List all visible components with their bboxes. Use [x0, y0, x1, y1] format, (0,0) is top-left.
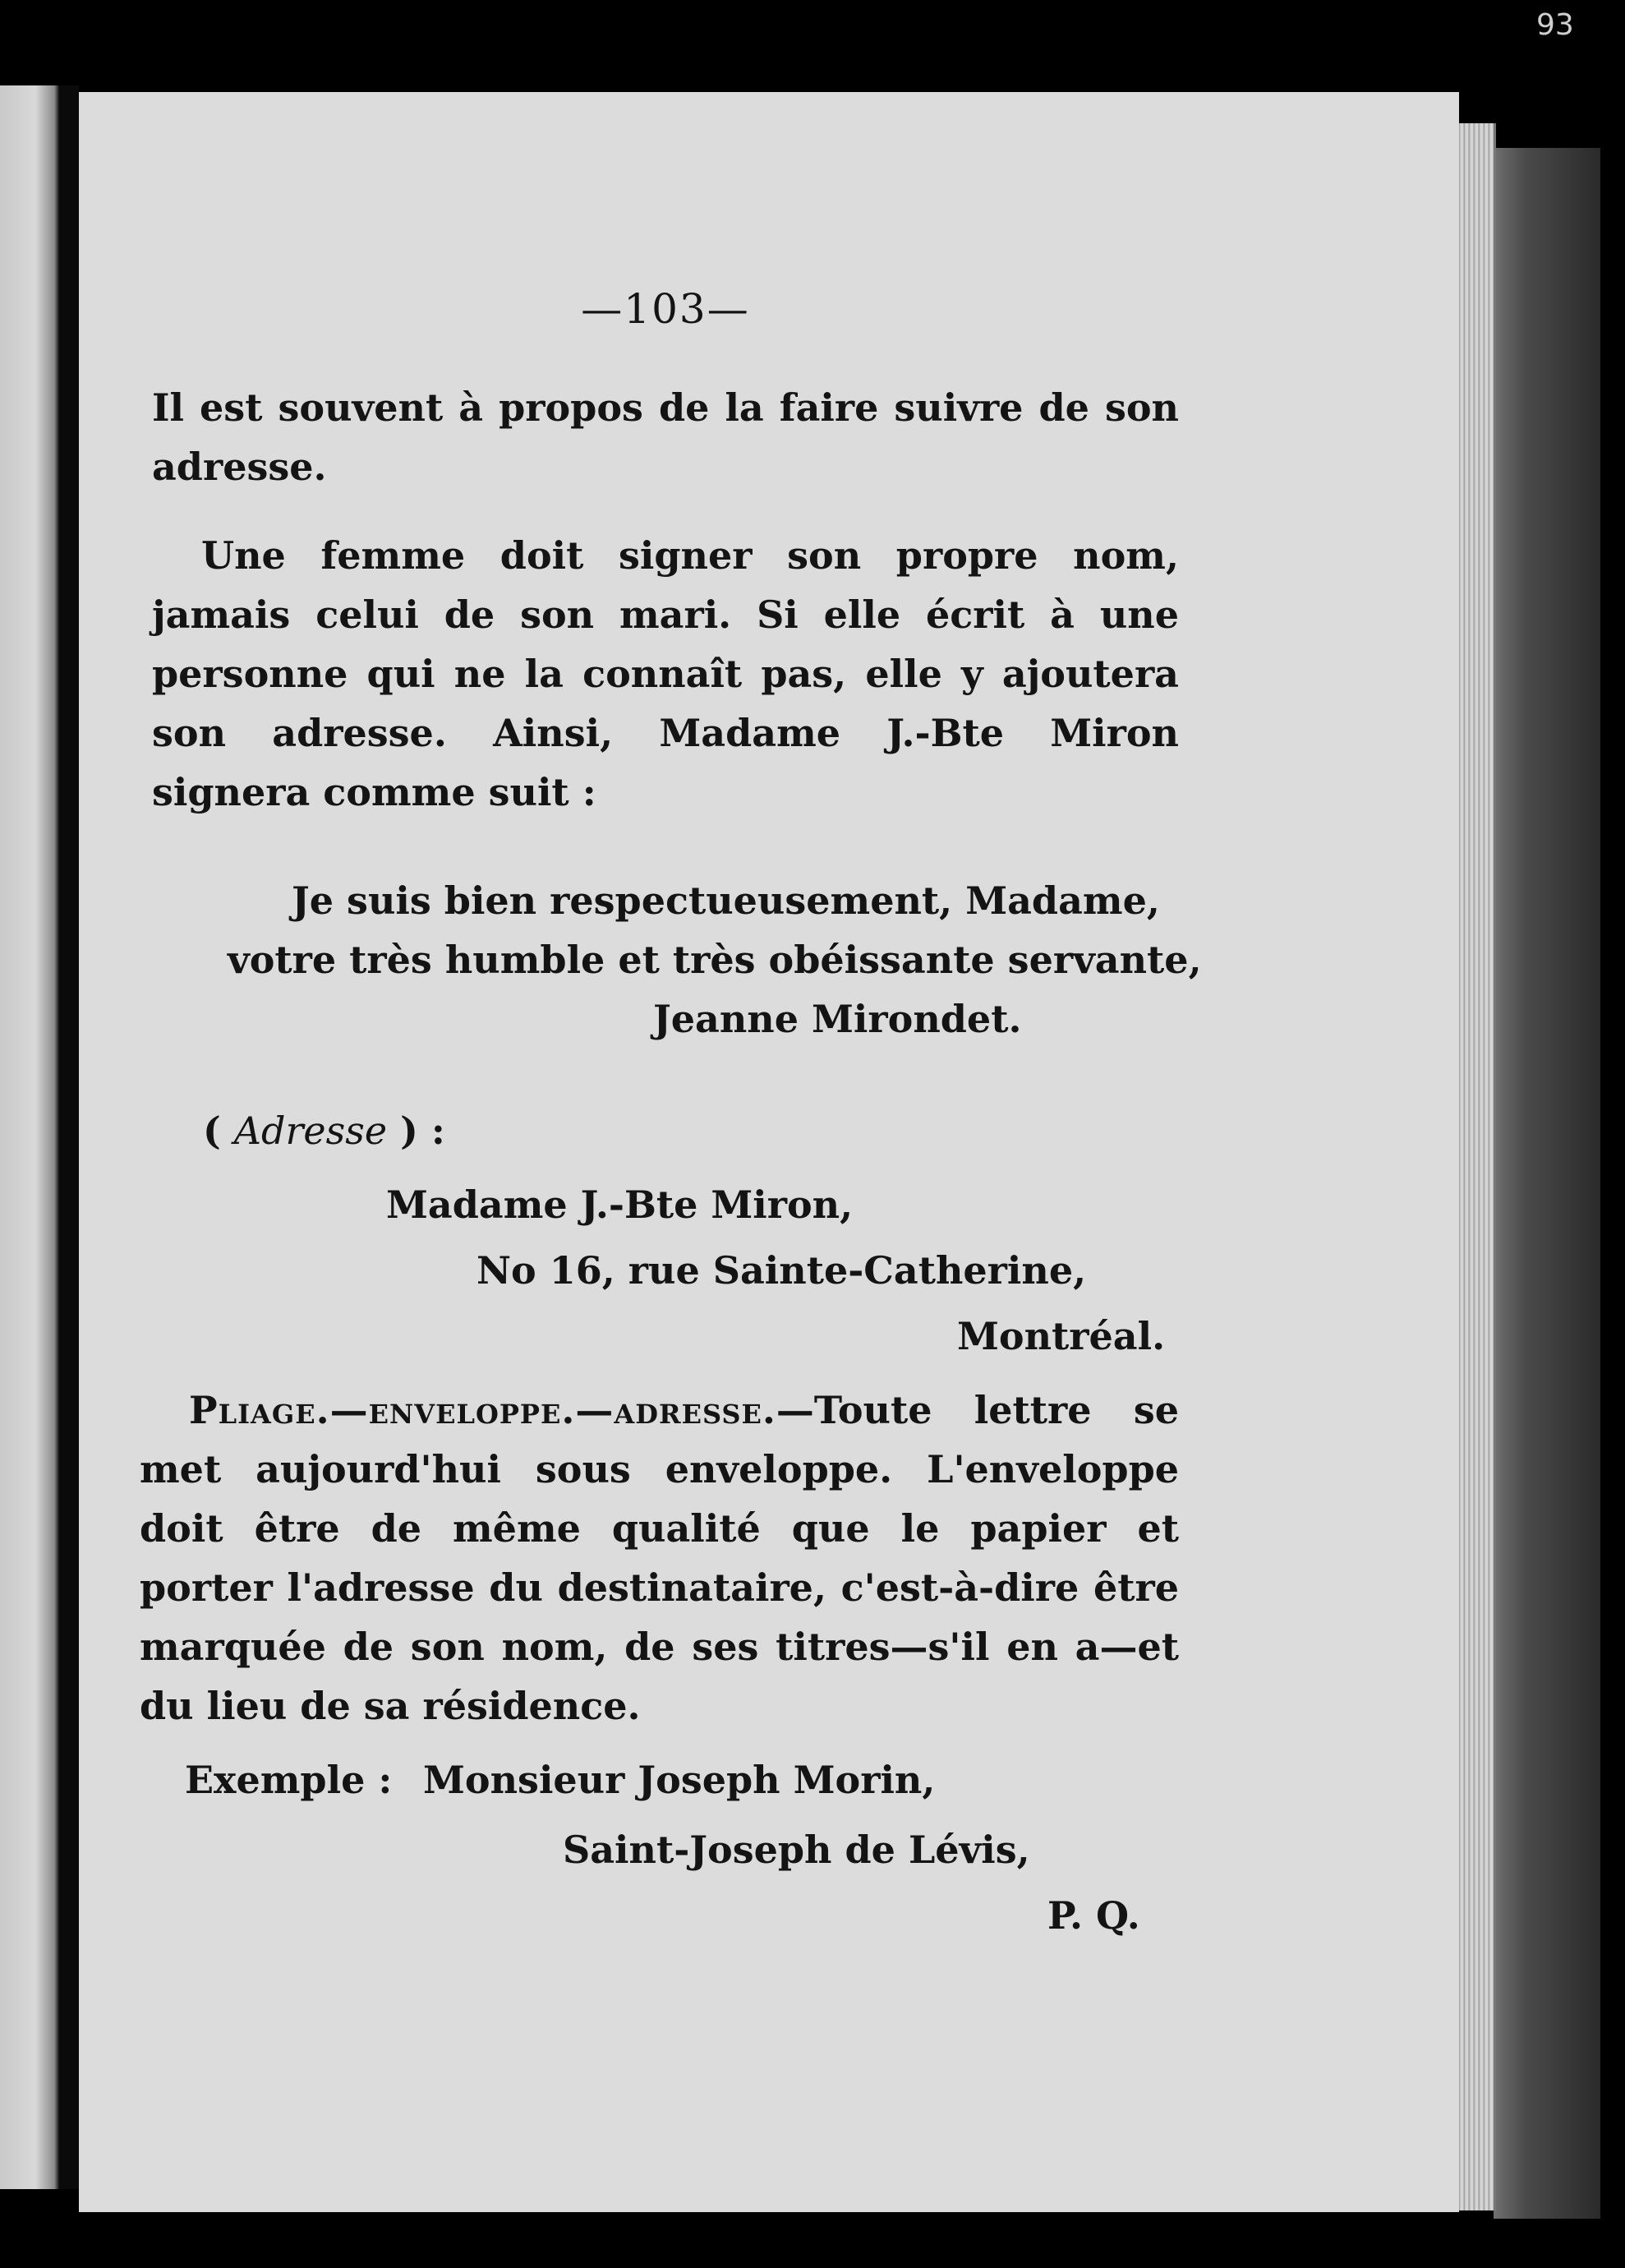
example-line-3: P. Q. [1047, 1893, 1140, 1938]
section-text: Toute lettre se met aujourd'hui sous enveloppe. L'enveloppe doit être de même qualité que le papier et porter l'adresse du destinataire, c'est-à-dire être marquée de son nom, de ses titres—s'il en a—et du lieu de sa résidence. [140, 1388, 1179, 1728]
intro-paragraph: Il est souvent à propos de la faire suivre de son adresse. [152, 385, 1179, 489]
signature-line-2: votre très humble et très obéissante servante, [228, 938, 1202, 982]
corner-mark: 93 [1536, 8, 1574, 42]
section-heading-adresse: —adresse. [575, 1388, 776, 1432]
signature-paragraph: Une femme doit signer son propre nom, jamais celui de son mari. Si elle écrit à une personne qui ne la connaît pas, elle y ajoutera son adresse. Ainsi, Madame J.-Bte Miron signera comme suit : [152, 533, 1179, 814]
address-line-3: Montréal. [957, 1314, 1166, 1358]
signature-line-3: Jeanne Mirondet. [653, 997, 1022, 1041]
signature-line-1: Je suis bien respectueusement, Madame, [292, 878, 1160, 923]
left-page-edge [0, 85, 59, 2189]
address-line-1: Madame J.-Bte Miron, [386, 1182, 854, 1227]
address-label-open: ( [203, 1109, 221, 1153]
address-label-close: ) : [400, 1109, 445, 1153]
example-label: Exemple : [185, 1758, 393, 1802]
section-paragraph [140, 1381, 1179, 1736]
back-cover [1494, 148, 1600, 2219]
page-number: —103— [581, 285, 750, 333]
book-spine [59, 85, 79, 2189]
example-line-1: Monsieur Joseph Morin, [423, 1758, 936, 1802]
section-heading-dash: — [776, 1388, 814, 1432]
address-line-2: No 16, rue Sainte-Catherine, [476, 1248, 1087, 1293]
section-heading-pliage: Pliage. [189, 1388, 330, 1432]
address-label-text: Adresse [233, 1109, 388, 1153]
address-label [203, 1101, 445, 1160]
example-line-2: Saint-Joseph de Lévis, [563, 1828, 1030, 1872]
section-heading-enveloppe: —enveloppe. [329, 1388, 576, 1432]
